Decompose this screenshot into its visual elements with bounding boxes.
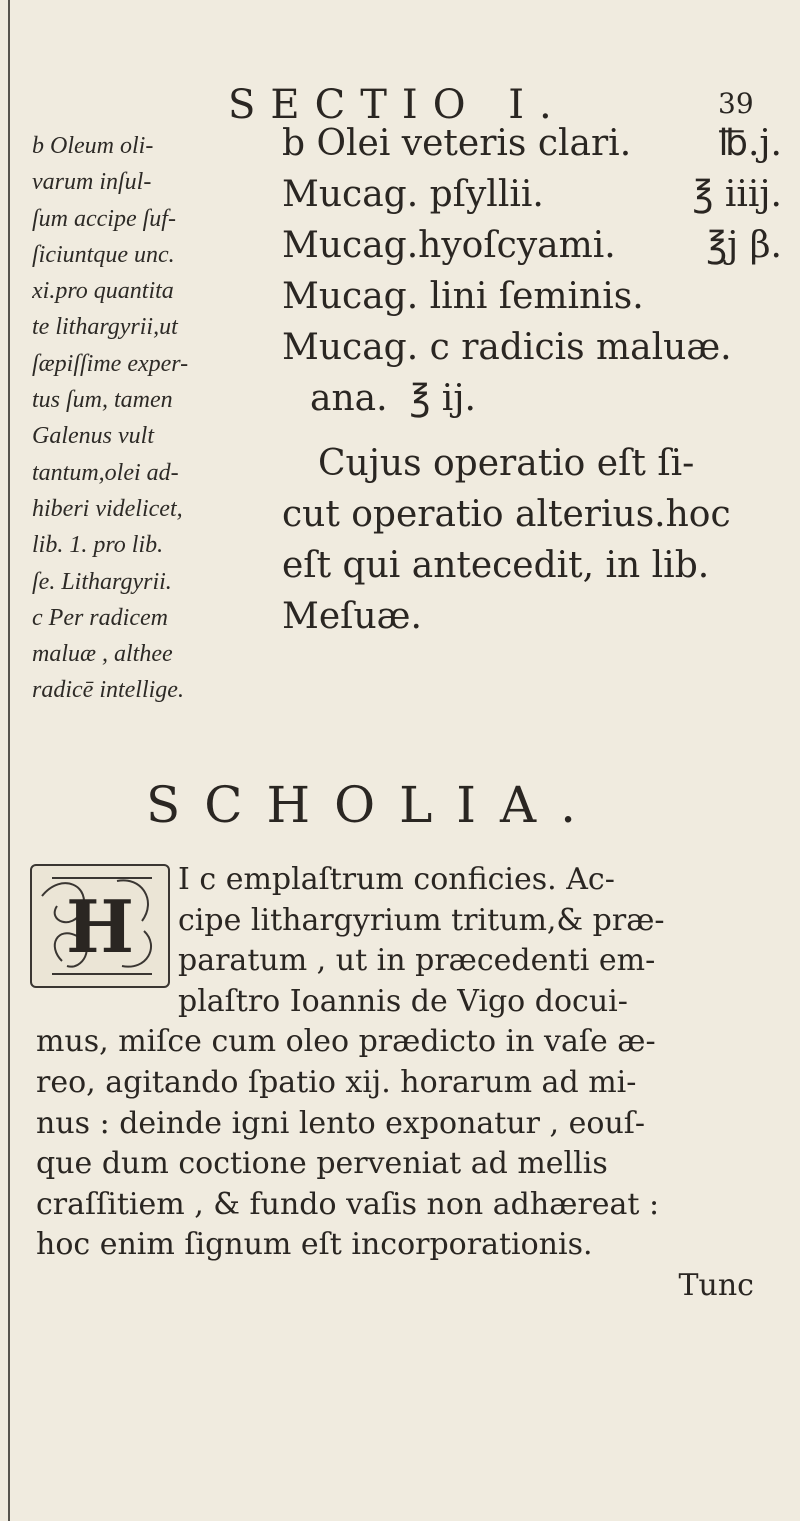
gloss-line: Galenus vult bbox=[32, 423, 154, 450]
recipe-item bbox=[282, 271, 782, 322]
gloss-line: c Per radicem bbox=[32, 604, 168, 631]
ingredient-dose: ℔.j. bbox=[718, 123, 782, 164]
binding-edge-line bbox=[8, 0, 10, 1521]
body-line: paratum , ut in præcedenti em- bbox=[178, 943, 656, 979]
recipe-note-line: Cujus operatio eſt ſi- bbox=[318, 443, 695, 484]
gloss-line: tantum,olei ad- bbox=[32, 459, 179, 486]
recipe-item bbox=[282, 220, 782, 271]
recipe-ana-line bbox=[282, 373, 782, 424]
body-line: mus, miſce cum oleo prædicto in vaſe æ- bbox=[36, 1024, 656, 1060]
recipe-list bbox=[282, 118, 782, 642]
scholia-body bbox=[36, 860, 784, 1307]
gloss-line: varum inſul- bbox=[32, 169, 152, 196]
recipe-note-line: eſt qui antecedit, in lib. bbox=[282, 545, 710, 586]
gloss-line: hiberi videlicet, bbox=[32, 495, 183, 522]
body-line: hoc enim ſignum eſt incorporationis. bbox=[36, 1227, 593, 1263]
gloss-line: ſiciuntque unc. bbox=[32, 241, 175, 268]
ingredient-name: Mucag. pſyllii. bbox=[282, 174, 544, 215]
ana-dose: ℥ ij. bbox=[409, 378, 476, 419]
gloss-line: tus ſum, tamen bbox=[32, 387, 173, 414]
gloss-line: radicē intellige. bbox=[32, 677, 184, 704]
body-line: craſſitiem , & fundo vaſis non adhæreat : bbox=[36, 1186, 660, 1222]
body-line: reo, agitando ſpatio xij. horarum ad mi- bbox=[36, 1064, 637, 1100]
gloss-line: te lithargyrii,ut bbox=[32, 314, 178, 341]
catchword: Tunc bbox=[678, 1267, 754, 1303]
body-line: plaſtro Ioannis de Vigo docui- bbox=[178, 983, 628, 1019]
recipe-item bbox=[282, 169, 782, 220]
recipe-item bbox=[282, 322, 782, 373]
ingredient-dose: ℥ iiij. bbox=[692, 174, 782, 215]
body-line: nus : deinde igni lento exponatur , eouſ- bbox=[36, 1105, 646, 1141]
gloss-line: ſæpiſſime exper- bbox=[32, 350, 189, 377]
body-line: que dum coctione perveniat ad mellis bbox=[36, 1146, 608, 1182]
ingredient-name: Mucag. lini ſeminis. bbox=[282, 276, 644, 317]
ingredient-dose: ℥j β. bbox=[706, 225, 782, 266]
scholia-heading: SCHOLIA. bbox=[146, 776, 601, 834]
gloss-line: lib. 1. pro lib. bbox=[32, 532, 164, 559]
recipe-note-line: cut operatio alterius.hoc bbox=[282, 494, 731, 535]
gloss-line: b Oleum oli- bbox=[32, 133, 154, 159]
dropcap-letter: H bbox=[65, 884, 135, 969]
recipe-note-line: Meſuæ. bbox=[282, 596, 422, 637]
gloss-line: ſum accipe ſuf- bbox=[32, 205, 176, 232]
gloss-line: maluæ , althee bbox=[32, 641, 173, 668]
body-line: cipe lithargyrium tritum,& præ- bbox=[178, 902, 665, 938]
marginal-gloss bbox=[32, 128, 272, 709]
ingredient-name: Mucag. c radicis maluæ. bbox=[282, 327, 732, 368]
body-line: I c emplaſtrum conficies. Ac- bbox=[178, 862, 615, 897]
section-title: SECTIO I. bbox=[228, 82, 567, 128]
gloss-line: xi.pro quantita bbox=[32, 278, 174, 305]
recipe-item bbox=[282, 118, 782, 169]
gloss-line: ſe. Lithargyrii. bbox=[32, 568, 172, 595]
ingredient-name: Mucag.hyoſcyami. bbox=[282, 225, 616, 266]
page-number: 39 bbox=[718, 87, 754, 120]
ana-label: ana. bbox=[310, 378, 388, 419]
ingredient-name: b Olei veteris clari. bbox=[282, 123, 632, 164]
